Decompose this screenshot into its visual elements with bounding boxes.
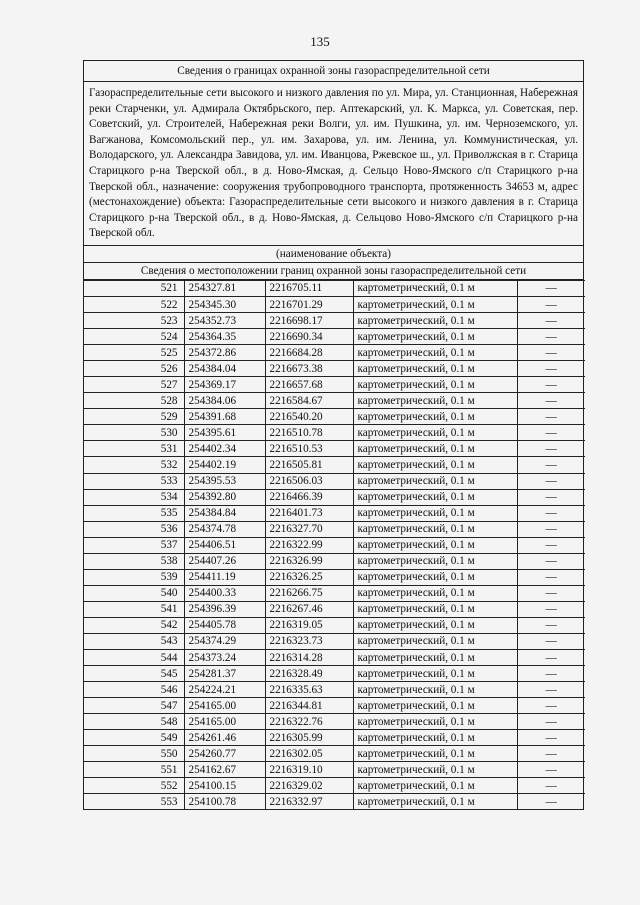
point-number: 536 xyxy=(84,521,184,537)
table-row xyxy=(84,361,585,377)
table-row xyxy=(84,441,585,457)
coord-x: 254345.30 xyxy=(184,296,265,312)
coord-x: 254327.81 xyxy=(184,280,265,296)
coord-y: 2216540.20 xyxy=(265,409,353,425)
description-cell: — xyxy=(517,313,585,329)
coord-y: 2216705.11 xyxy=(265,280,353,296)
table-row xyxy=(84,762,585,778)
description-cell: — xyxy=(517,473,585,489)
method-accuracy: картометрический, 0.1 м xyxy=(353,666,517,682)
coord-x: 254162.67 xyxy=(184,762,265,778)
coord-y: 2216466.39 xyxy=(265,489,353,505)
description-cell: — xyxy=(517,650,585,666)
table-row xyxy=(84,377,585,393)
method-accuracy: картометрический, 0.1 м xyxy=(353,569,517,585)
description-cell: — xyxy=(517,730,585,746)
description-cell: — xyxy=(517,794,585,810)
coord-y: 2216328.49 xyxy=(265,666,353,682)
description-cell: — xyxy=(517,698,585,714)
method-accuracy: картометрический, 0.1 м xyxy=(353,633,517,649)
method-accuracy: картометрический, 0.1 м xyxy=(353,553,517,569)
point-number: 552 xyxy=(84,778,184,794)
table-row xyxy=(84,601,585,617)
coord-y: 2216673.38 xyxy=(265,361,353,377)
point-number: 538 xyxy=(84,553,184,569)
method-accuracy: картометрический, 0.1 м xyxy=(353,489,517,505)
document-title: Сведения о границах охранной зоны газораспределительной сети xyxy=(84,61,583,82)
description-cell: — xyxy=(517,393,585,409)
coord-x: 254391.68 xyxy=(184,409,265,425)
coord-x: 254374.78 xyxy=(184,521,265,537)
method-accuracy: картометрический, 0.1 м xyxy=(353,329,517,345)
coord-x: 254384.06 xyxy=(184,393,265,409)
coord-x: 254364.35 xyxy=(184,329,265,345)
table-row xyxy=(84,280,585,296)
boundary-document xyxy=(83,60,584,810)
table-row xyxy=(84,698,585,714)
table-row xyxy=(84,730,585,746)
method-accuracy: картометрический, 0.1 м xyxy=(353,377,517,393)
point-number: 545 xyxy=(84,666,184,682)
coord-y: 2216326.99 xyxy=(265,553,353,569)
method-accuracy: картометрический, 0.1 м xyxy=(353,505,517,521)
coord-y: 2216322.99 xyxy=(265,537,353,553)
method-accuracy: картометрический, 0.1 м xyxy=(353,730,517,746)
point-number: 540 xyxy=(84,585,184,601)
point-number: 523 xyxy=(84,313,184,329)
description-cell: — xyxy=(517,425,585,441)
point-number: 532 xyxy=(84,457,184,473)
coord-y: 2216305.99 xyxy=(265,730,353,746)
coord-x: 254373.24 xyxy=(184,650,265,666)
coord-x: 254372.86 xyxy=(184,345,265,361)
point-number: 544 xyxy=(84,650,184,666)
coord-x: 254392.80 xyxy=(184,489,265,505)
table-row xyxy=(84,409,585,425)
coord-x: 254396.39 xyxy=(184,601,265,617)
point-number: 535 xyxy=(84,505,184,521)
coord-y: 2216657.68 xyxy=(265,377,353,393)
coord-y: 2216326.25 xyxy=(265,569,353,585)
point-number: 546 xyxy=(84,682,184,698)
coord-x: 254352.73 xyxy=(184,313,265,329)
point-number: 547 xyxy=(84,698,184,714)
description-cell: — xyxy=(517,666,585,682)
coord-x: 254100.78 xyxy=(184,794,265,810)
method-accuracy: картометрический, 0.1 м xyxy=(353,746,517,762)
coord-y: 2216701.29 xyxy=(265,296,353,312)
description-cell: — xyxy=(517,762,585,778)
point-number: 530 xyxy=(84,425,184,441)
description-cell: — xyxy=(517,345,585,361)
table-row xyxy=(84,553,585,569)
point-number: 526 xyxy=(84,361,184,377)
point-number: 549 xyxy=(84,730,184,746)
method-accuracy: картометрический, 0.1 м xyxy=(353,585,517,601)
description-cell: — xyxy=(517,601,585,617)
coord-x: 254395.53 xyxy=(184,473,265,489)
table-row xyxy=(84,633,585,649)
coord-y: 2216401.73 xyxy=(265,505,353,521)
description-cell: — xyxy=(517,329,585,345)
object-description: Газораспределительные сети высокого и низкого давления по ул. Мира, ул. Станционная, Набережная реки Старченки, ул. Адмирала Октябрьского, пер. Аптекарский, ул. К. Маркса, ул. Советская, пер. Советский, ул. Строителей, Набережная реки Волги, ул. им. Пушкина, ул. им. Черноземского, ул. Вагжанова, Комсомольский пер., ул. им. Захарова, ул. им. Ленина, ул. Коммунистическая, ул. Володарского, ул. Александра Завидова, ул. им. Иванцова, Ржевское ш., ул. Приволжская в г. Старица Старицкого р-на Тверской обл., в д. Ново-Ямская, д. Сельцо Ново-Ямского с/п Старицкого р-на Тверской обл., назначение: сооружения трубопроводного транспорта, протяженность 34653 м, адрес (местонахождение) объекта: Газораспределительные сети высокого и низкого давления в г. Старица Старицкого р-на Тверской обл., в д. Ново-Ямская, д. Сельцово Ново-Ямского с/п Старицкого р-на Тверской обл. xyxy=(84,82,583,246)
coord-y: 2216344.81 xyxy=(265,698,353,714)
method-accuracy: картометрический, 0.1 м xyxy=(353,537,517,553)
method-accuracy: картометрический, 0.1 м xyxy=(353,778,517,794)
coord-y: 2216506.03 xyxy=(265,473,353,489)
table-row xyxy=(84,682,585,698)
coord-x: 254260.77 xyxy=(184,746,265,762)
method-accuracy: картометрический, 0.1 м xyxy=(353,313,517,329)
description-cell: — xyxy=(517,441,585,457)
coord-y: 2216329.02 xyxy=(265,778,353,794)
coord-x: 254400.33 xyxy=(184,585,265,601)
point-number: 553 xyxy=(84,794,184,810)
table-row xyxy=(84,746,585,762)
table-row xyxy=(84,345,585,361)
coordinates-table xyxy=(84,280,585,810)
coord-x: 254100.15 xyxy=(184,778,265,794)
point-number: 551 xyxy=(84,762,184,778)
table-row xyxy=(84,617,585,633)
location-caption: Сведения о местоположении границ охранной зоны газораспределительной сети xyxy=(84,263,583,280)
coord-x: 254405.78 xyxy=(184,617,265,633)
description-cell: — xyxy=(517,280,585,296)
coord-y: 2216684.28 xyxy=(265,345,353,361)
coord-y: 2216327.70 xyxy=(265,521,353,537)
point-number: 521 xyxy=(84,280,184,296)
point-number: 528 xyxy=(84,393,184,409)
coord-x: 254402.19 xyxy=(184,457,265,473)
coord-x: 254165.00 xyxy=(184,714,265,730)
description-cell: — xyxy=(517,682,585,698)
coord-x: 254369.17 xyxy=(184,377,265,393)
coord-y: 2216322.76 xyxy=(265,714,353,730)
point-number: 527 xyxy=(84,377,184,393)
point-number: 534 xyxy=(84,489,184,505)
coord-x: 254402.34 xyxy=(184,441,265,457)
page-number: 135 xyxy=(310,34,330,49)
table-row xyxy=(84,521,585,537)
method-accuracy: картометрический, 0.1 м xyxy=(353,425,517,441)
coord-y: 2216314.28 xyxy=(265,650,353,666)
coord-x: 254411.19 xyxy=(184,569,265,585)
description-cell: — xyxy=(517,778,585,794)
point-number: 548 xyxy=(84,714,184,730)
coord-x: 254406.51 xyxy=(184,537,265,553)
point-number: 524 xyxy=(84,329,184,345)
point-number: 522 xyxy=(84,296,184,312)
description-cell: — xyxy=(517,585,585,601)
description-cell: — xyxy=(517,569,585,585)
table-row xyxy=(84,296,585,312)
coord-y: 2216698.17 xyxy=(265,313,353,329)
point-number: 541 xyxy=(84,601,184,617)
table-row xyxy=(84,714,585,730)
coord-y: 2216505.81 xyxy=(265,457,353,473)
table-row xyxy=(84,585,585,601)
method-accuracy: картометрический, 0.1 м xyxy=(353,393,517,409)
description-cell: — xyxy=(517,521,585,537)
coord-x: 254395.61 xyxy=(184,425,265,441)
point-number: 550 xyxy=(84,746,184,762)
table-row xyxy=(84,569,585,585)
coord-x: 254224.21 xyxy=(184,682,265,698)
description-cell: — xyxy=(517,746,585,762)
table-row xyxy=(84,313,585,329)
coord-y: 2216335.63 xyxy=(265,682,353,698)
table-row xyxy=(84,505,585,521)
method-accuracy: картометрический, 0.1 м xyxy=(353,361,517,377)
coord-y: 2216510.78 xyxy=(265,425,353,441)
point-number: 543 xyxy=(84,633,184,649)
description-cell: — xyxy=(517,489,585,505)
coord-y: 2216267.46 xyxy=(265,601,353,617)
method-accuracy: картометрический, 0.1 м xyxy=(353,280,517,296)
table-row xyxy=(84,489,585,505)
coord-x: 254384.04 xyxy=(184,361,265,377)
coord-y: 2216584.67 xyxy=(265,393,353,409)
method-accuracy: картометрический, 0.1 м xyxy=(353,521,517,537)
coord-x: 254165.00 xyxy=(184,698,265,714)
table-row xyxy=(84,666,585,682)
method-accuracy: картометрический, 0.1 м xyxy=(353,345,517,361)
point-number: 537 xyxy=(84,537,184,553)
coord-y: 2216332.97 xyxy=(265,794,353,810)
point-number: 531 xyxy=(84,441,184,457)
coord-x: 254407.26 xyxy=(184,553,265,569)
coord-x: 254261.46 xyxy=(184,730,265,746)
description-cell: — xyxy=(517,377,585,393)
description-cell: — xyxy=(517,714,585,730)
method-accuracy: картометрический, 0.1 м xyxy=(353,794,517,810)
description-cell: — xyxy=(517,361,585,377)
method-accuracy: картометрический, 0.1 м xyxy=(353,682,517,698)
table-row xyxy=(84,457,585,473)
table-row xyxy=(84,393,585,409)
method-accuracy: картометрический, 0.1 м xyxy=(353,473,517,489)
point-number: 533 xyxy=(84,473,184,489)
table-row xyxy=(84,425,585,441)
coord-y: 2216302.05 xyxy=(265,746,353,762)
table-row xyxy=(84,473,585,489)
table-row xyxy=(84,537,585,553)
point-number: 542 xyxy=(84,617,184,633)
method-accuracy: картометрический, 0.1 м xyxy=(353,698,517,714)
table-row xyxy=(84,329,585,345)
table-row xyxy=(84,650,585,666)
coord-y: 2216690.34 xyxy=(265,329,353,345)
description-cell: — xyxy=(517,553,585,569)
method-accuracy: картометрический, 0.1 м xyxy=(353,457,517,473)
description-cell: — xyxy=(517,457,585,473)
method-accuracy: картометрический, 0.1 м xyxy=(353,441,517,457)
method-accuracy: картометрический, 0.1 м xyxy=(353,409,517,425)
method-accuracy: картометрический, 0.1 м xyxy=(353,296,517,312)
coord-y: 2216319.05 xyxy=(265,617,353,633)
description-cell: — xyxy=(517,296,585,312)
point-number: 529 xyxy=(84,409,184,425)
table-row xyxy=(84,778,585,794)
description-cell: — xyxy=(517,633,585,649)
method-accuracy: картометрический, 0.1 м xyxy=(353,650,517,666)
coord-x: 254281.37 xyxy=(184,666,265,682)
description-cell: — xyxy=(517,409,585,425)
description-cell: — xyxy=(517,505,585,521)
method-accuracy: картометрический, 0.1 м xyxy=(353,601,517,617)
point-number: 525 xyxy=(84,345,184,361)
description-cell: — xyxy=(517,617,585,633)
method-accuracy: картометрический, 0.1 м xyxy=(353,714,517,730)
coord-x: 254374.29 xyxy=(184,633,265,649)
table-row xyxy=(84,794,585,810)
method-accuracy: картометрический, 0.1 м xyxy=(353,617,517,633)
coord-y: 2216510.53 xyxy=(265,441,353,457)
description-cell: — xyxy=(517,537,585,553)
coord-y: 2216323.73 xyxy=(265,633,353,649)
method-accuracy: картометрический, 0.1 м xyxy=(353,762,517,778)
coord-y: 2216266.75 xyxy=(265,585,353,601)
object-caption: (наименование объекта) xyxy=(84,246,583,263)
coord-y: 2216319.10 xyxy=(265,762,353,778)
coord-x: 254384.84 xyxy=(184,505,265,521)
point-number: 539 xyxy=(84,569,184,585)
